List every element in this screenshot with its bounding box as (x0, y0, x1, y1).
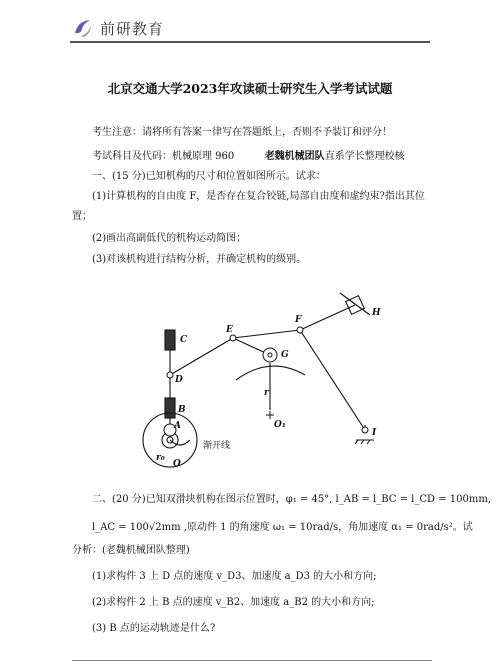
subject-line (92, 150, 405, 164)
q2-item2: (2)求构件 2 上 B 点的速度 v_B2、加速度 a_B2 的大小和方向; (92, 597, 375, 608)
page-title: 北京交通大学2023年攻读硕士研究生入学考试试题 (107, 81, 393, 96)
label-c: C (180, 335, 188, 345)
label-b: B (178, 405, 186, 415)
subject-team: 老魏机械团队 (264, 151, 325, 162)
subject-rest: 直系学长整理校核 (324, 151, 405, 162)
mechanism-diagram (140, 290, 390, 490)
q2-line1: 二、(20 分)已知双滑块机构在图示位置时，φ₁ = 45°, l_AB = l_BC = l_CD = 100mm, (92, 494, 491, 505)
q2-item1: (1)求构件 3 上 D 点的速度 v_D3、加速度 a_D3 的大小和方向; (92, 571, 377, 582)
header-logo (72, 17, 164, 39)
logo-text: 前研教育 (100, 19, 165, 38)
label-e: E (226, 325, 233, 335)
label-a: A (174, 421, 181, 431)
q1-item2: (2)画出高副低代的机构运动简图； (92, 233, 247, 244)
q2-item3: (3) B 点的运动轨迹是什么? (92, 623, 216, 634)
label-d: D (175, 375, 183, 385)
q2-line2: l_AC = 100√2mm ,原动件 1 的角速度 ω₁ = 10rad/s，角加速度 α₁ = 0rad/s²。试 (92, 522, 473, 533)
label-o: O (173, 459, 181, 469)
label-r: r (264, 388, 269, 398)
q1-item1b: 置； (72, 211, 92, 222)
label-i: I (372, 428, 377, 438)
label-f: F (295, 315, 302, 325)
q1-item1a: (1)计算机构的自由度 F，是否存在复合铰链,局部自由度和虚约束?指出其位 (92, 191, 425, 202)
label-g: G (281, 350, 289, 360)
swirl-logo-icon (72, 17, 94, 39)
label-o1: O₁ (274, 420, 286, 430)
q1-heading: 一、(15 分)已知机构的尺寸和位置如图所示。试求： (92, 171, 326, 182)
involute-label: 渐开线 (203, 441, 231, 451)
q2-line3: 分析：(老魏机械团队整理) (72, 545, 190, 556)
q1-item3: (3)对该机构进行结构分析，并确定机构的级别。 (92, 254, 307, 265)
header-rule (70, 41, 430, 43)
footer-rule (72, 660, 432, 661)
label-h: H (372, 308, 381, 318)
notice-text: 考生注意：请将所有答案一律写在答题纸上，否则不予装订和评分！ (92, 127, 392, 138)
subject-label: 考试科目及代码：机械原理 960 (92, 151, 235, 162)
label-rb: r₀ (156, 453, 165, 463)
